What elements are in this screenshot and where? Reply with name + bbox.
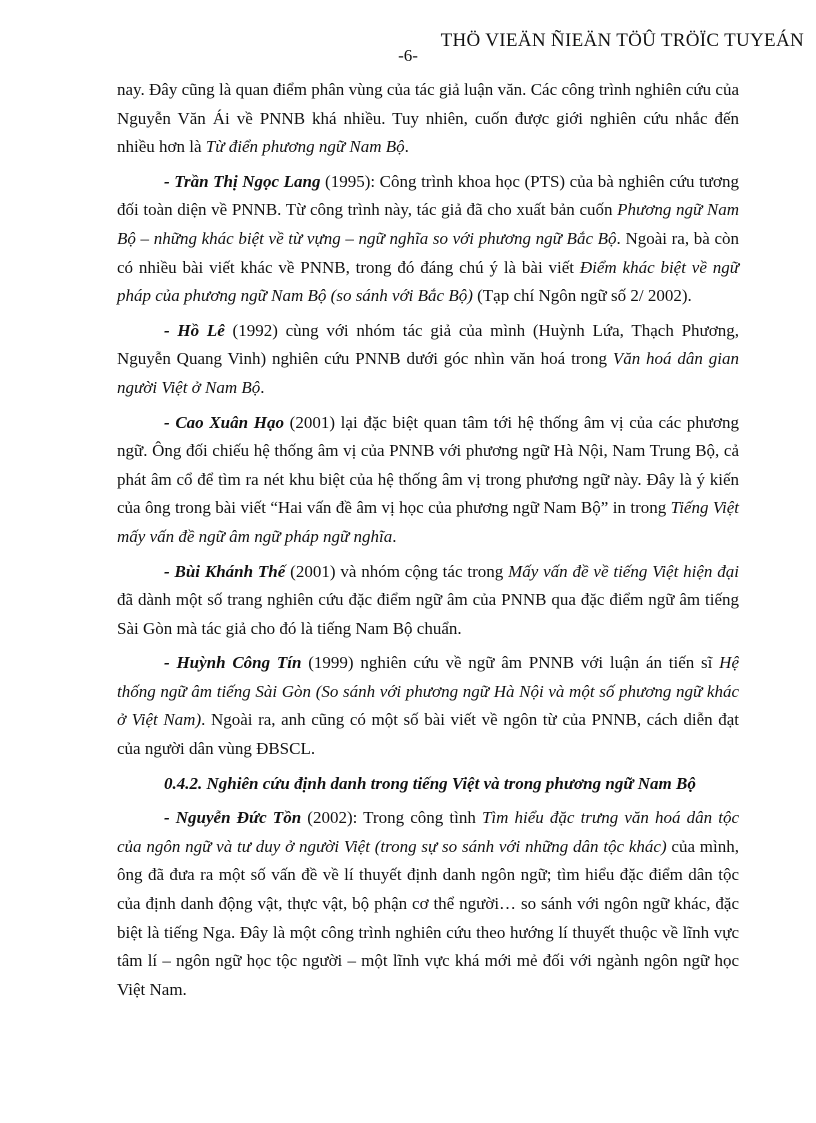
text-run: (2001) lại đặc biệt quan tâm tới hệ thống âm vị của các phương ngữ. Ông đối chiếu hệ thống âm vị của PNNB với phương ngữ Hà Nội, Nam Trung Bộ, cả phát âm cổ để tìm ra nét khu biệt của hệ thống âm vị trong phương ngữ này. Đây là ý kiến của ông trong bài viết “Hai vấn đề âm vị học của phương ngữ Nam Bộ” in trong: [117, 412, 739, 518]
paragraph-cao-xuan-hao: [117, 409, 739, 552]
paragraph-bui-khanh-the: [117, 558, 739, 644]
author-name: - Cao Xuân Hạo: [164, 412, 284, 432]
text-run: (1992) cùng với nhóm tác giả của mình (Huỳnh Lứa, Thạch Phương, Nguyễn Quang Vinh) nghiên cứu PNNB dưới góc nhìn văn hoá trong: [117, 320, 739, 369]
author-name: - Huỳnh Công Tín: [164, 653, 302, 673]
author-name: - Trần Thị Ngọc Lang: [164, 171, 321, 191]
author-name: - Nguyễn Đức Tồn: [164, 808, 302, 828]
book-title: Tiếng Việt mấy vấn đề ngữ âm ngữ pháp ngữ nghĩa: [117, 498, 739, 546]
text-run: .: [404, 137, 409, 157]
text-run: của mình, ông đã đưa ra một số vấn đề về lí thuyết định danh ngôn ngữ; tìm hiểu đặc điểm dân tộc của định danh động vật, thực vật, bộ phận cơ thể người… so sánh với ngôn ngữ khác, đặc biệt là tiếng Nga. Đây là một công trình nghiên cứu theo hướng lí thuyết thuộc về lĩnh vực tâm lí – ngôn ngữ học tộc người – một lĩnh vực khá mới mẻ đối với ngành ngôn ngữ học Việt Nam.: [117, 836, 739, 999]
text-run: .: [260, 377, 265, 397]
document-body: [117, 76, 739, 1010]
paragraph-tran-thi-ngoc-lang: [117, 168, 739, 311]
section-heading: 0.4.2. Nghiên cứu định danh trong tiếng Việt và trong phương ngữ Nam Bộ: [164, 773, 696, 793]
text-run: (2001) và nhóm cộng tác trong: [285, 561, 509, 581]
text-run: . Ngoài ra, anh cũng có một số bài viết về ngôn từ của PNNB, cách diễn đạt của người dân vùng ĐBSCL.: [117, 710, 739, 759]
text-run: . Ngoài ra, bà còn có nhiều bài viết khác về PNNB, trong đó đáng chú ý là bài viết: [117, 228, 739, 277]
text-run: đã dành một số trang nghiên cứu đặc điểm ngữ âm của PNNB qua đặc điểm ngữ âm tiếng Sài Gòn mà tác giả cho đó là tiếng Nam Bộ chuẩn.: [117, 590, 739, 638]
paragraph-huynh-cong-tin: [117, 649, 739, 763]
book-title: Văn hoá dân gian người Việt ở Nam Bộ: [117, 349, 739, 397]
text-run: (Tạp chí Ngôn ngữ số 2/ 2002).: [472, 286, 692, 306]
text-run: (2002): Trong công tình: [301, 808, 482, 828]
text-run: .: [392, 526, 397, 546]
text-run: nay. Đây cũng là quan điểm phân vùng của tác giả luận văn. Các công trình nghiên cứu của Nguyễn Văn Ái về PNNB khá nhiều. Tuy nhiên, cuốn được giới nghiên cứu nhắc đến nhiều hơn là: [117, 80, 739, 157]
paragraph-ho-le: [117, 317, 739, 403]
article-title: Điểm khác biệt về ngữ pháp của phương ngữ Nam Bộ (so sánh với Bắc Bộ): [117, 257, 739, 306]
page-number: -6-: [398, 46, 418, 65]
author-name: - Bùi Khánh Thế: [164, 561, 286, 581]
author-name: - Hồ Lê: [164, 320, 225, 340]
text-run: (1995): Công trình khoa học (PTS) của bà nghiên cứu tương đối toàn diện về PNNB. Từ công trình này, tác giả đã cho xuất bản cuốn: [117, 171, 739, 220]
paragraph-intro: [117, 76, 739, 162]
page-header-title: THÖ VIEÄN ÑIEÄN TÖÛ TRÖÏC TUYEÁN: [440, 30, 804, 51]
text-run: (1999) nghiên cứu về ngữ âm PNNB với luận án tiến sĩ: [301, 653, 720, 673]
thesis-title: Hệ thống ngữ âm tiếng Sài Gòn (So sánh với phương ngữ Hà Nội và một số phương ngữ khác ở Việt Nam): [117, 653, 739, 730]
book-title: Từ điển phương ngữ Nam Bộ: [205, 137, 405, 157]
book-title: Mấy vấn đề về tiếng Việt hiện đại: [508, 561, 739, 581]
book-title: Phương ngữ Nam Bộ – những khác biệt về từ vựng – ngữ nghĩa so với phương ngữ Bắc Bộ: [117, 200, 739, 248]
paragraph-nguyen-duc-ton: [117, 804, 739, 1004]
book-title: Tìm hiểu đặc trưng văn hoá dân tộc của ngôn ngữ và tư duy ở người Việt (trong sự so sánh với những dân tộc khác): [117, 808, 739, 856]
